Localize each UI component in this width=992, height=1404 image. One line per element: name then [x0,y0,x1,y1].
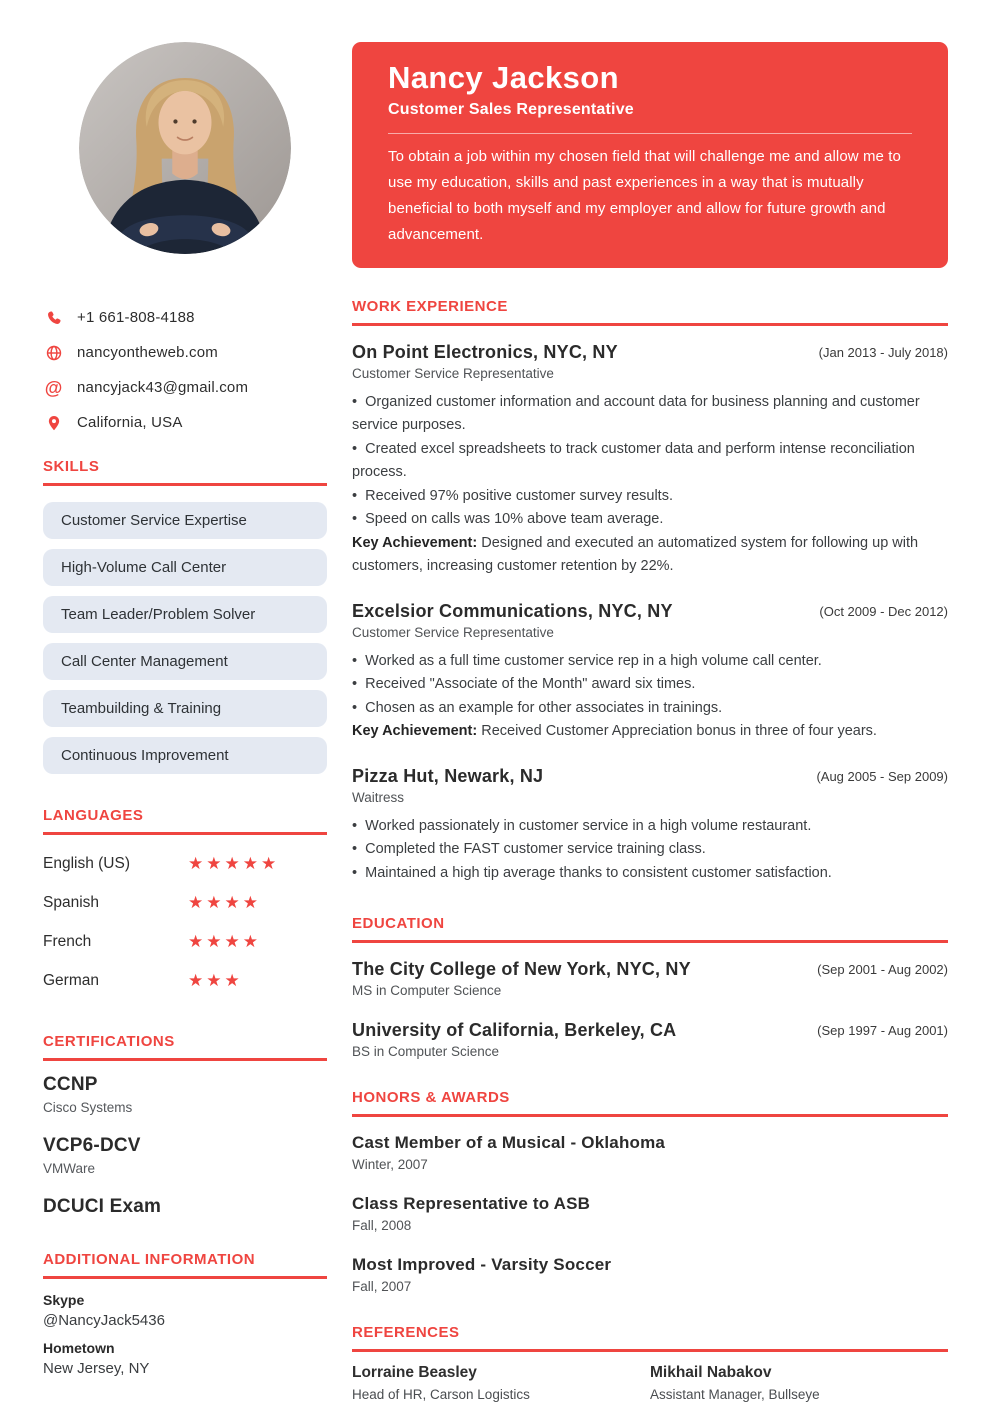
references-list [352,1364,948,1402]
job-role: Customer Service Representative [352,365,554,381]
skills-heading: SKILLS [43,458,100,475]
language-name: German [43,971,99,989]
language-row [43,844,327,883]
section-rule [43,1276,327,1279]
certification-item [43,1074,327,1115]
phone-number: +1 661-808-4188 [77,309,195,326]
honor-title: Cast Member of a Musical - Oklahoma [352,1133,666,1153]
section-rule [43,483,327,486]
certification-name: CCNP [43,1074,98,1095]
job-dates: (Jan 2013 - July 2018) [818,344,948,360]
skills-section [43,458,327,774]
certification-item [43,1196,327,1218]
contact-email [43,370,327,405]
job-header [352,766,948,787]
location-text: California, USA [77,414,183,431]
job-bullet: • Received "Associate of the Month" award six times. [352,673,948,697]
job-bullet: • Speed on calls was 10% above team average. [352,508,948,532]
additional-info-label: Skype [43,1292,85,1308]
job-entry [352,342,948,579]
job-header [352,342,948,363]
phone-icon [43,309,64,327]
honor-date: Fall, 2008 [352,1218,412,1234]
email-address: nancyjack43@gmail.com [77,379,249,396]
key-achievement [352,532,948,579]
language-star-rating: ★★★★ [188,892,261,912]
objective-text: To obtain a job within my chosen field that will challenge me and allow me to use my education, skills and past experiences in a way that is mutually beneficial to both myself and my employer and allow for future growth and advancement. [388,147,901,243]
job-company: Pizza Hut, Newark, NJ [352,765,544,786]
profile-photo [79,42,291,254]
references-heading: REFERENCES [352,1324,460,1342]
section-rule [352,1349,948,1352]
education-degree: BS in Computer Science [352,1044,500,1060]
honor-entry [352,1255,948,1294]
job-bullet: • Organized customer information and account data for business planning and customer service purposes. [352,391,948,438]
candidate-name: Nancy Jackson [388,60,619,95]
job-bullet: • Received 97% positive customer survey results. [352,485,948,509]
honor-entry [352,1133,948,1172]
honors-list [352,1133,948,1294]
honor-title: Class Representative to ASB [352,1194,591,1214]
reference-name: Lorraine Beasley [352,1364,477,1382]
candidate-title: Customer Sales Representative [388,100,634,118]
contact-location [43,405,327,440]
header-divider [388,133,912,134]
skill-pill: High-Volume Call Center [43,549,327,586]
education-header [352,959,948,980]
job-bullet: • Worked as a full time customer service rep in a high volume call center. [352,650,948,674]
language-row [43,883,327,922]
job-entry [352,601,948,744]
language-row [43,961,327,1000]
honors-awards-section [352,1089,948,1294]
job-bullet-list [352,815,948,886]
job-header [352,601,948,622]
certification-name: VCP6-DCV [43,1135,141,1156]
at-icon: @ [44,377,63,398]
skill-pill: Customer Service Expertise [43,502,327,539]
job-bullet-list [352,650,948,721]
certification-item [43,1135,327,1176]
section-rule [43,1058,327,1061]
key-achievement-label: Key Achievement: [352,723,478,740]
certification-issuer: VMWare [43,1161,96,1176]
job-bullet: • Completed the FAST customer service training class. [352,838,948,862]
job-company: On Point Electronics, NYC, NY [352,341,618,362]
references-section [352,1324,948,1402]
skill-pill: Continuous Improvement [43,737,327,774]
education-dates: (Sep 2001 - Aug 2002) [817,962,948,978]
skill-pill: Team Leader/Problem Solver [43,596,327,633]
job-bullet-list [352,391,948,532]
additional-info-item [43,1340,327,1377]
education-section [352,915,948,1059]
job-entry [352,766,948,886]
section-rule [352,323,948,326]
work-experience-heading: WORK EXPERIENCE [352,297,508,315]
certifications-list [43,1074,327,1218]
skill-pill: Teambuilding & Training [43,690,327,727]
job-bullet: • Created excel spreadsheets to track customer data and perform intense reconciliation process. [352,438,948,485]
honor-entry [352,1194,948,1233]
language-name: French [43,932,92,950]
contact-website [43,335,327,370]
education-entry [352,1020,948,1059]
portrait-illustration [79,42,291,254]
job-role: Customer Service Representative [352,624,554,640]
language-star-rating: ★★★ [188,970,243,990]
skills-list [43,502,327,774]
education-list [352,959,948,1059]
certifications-heading: CERTIFICATIONS [43,1033,175,1050]
job-bullet: • Maintained a high tip average thanks to consistent customer satisfaction. [352,862,948,886]
honors-awards-heading: HONORS & AWARDS [352,1089,510,1107]
education-entry [352,959,948,998]
contact-list [43,300,327,440]
work-experience-section [352,298,948,886]
section-rule [43,832,327,835]
website-url: nancyontheweb.com [77,344,218,361]
additional-info-item [43,1292,327,1329]
job-bullet: • Chosen as an example for other associates in trainings. [352,697,948,721]
additional-info-value: @NancyJack5436 [43,1312,165,1329]
job-role: Waitress [352,789,405,805]
languages-heading: LANGUAGES [43,807,144,824]
key-achievement-text: Received Customer Appreciation bonus in three of four years. [481,723,877,740]
globe-icon [43,344,64,362]
language-star-rating: ★★★★ [188,931,261,951]
honor-date: Winter, 2007 [352,1157,428,1173]
additional-info-heading: ADDITIONAL INFORMATION [43,1251,256,1268]
language-name: English (US) [43,854,130,872]
certification-name: DCUCI Exam [43,1196,162,1217]
additional-info-section [43,1251,327,1377]
header-card [352,42,948,268]
language-star-rating: ★★★★★ [188,853,280,873]
education-dates: (Sep 1997 - Aug 2001) [817,1023,948,1039]
key-achievement-text: Designed and executed an automatized system for following up with customers, increasing customer retention by 22%. [352,534,919,575]
language-name: Spanish [43,893,100,911]
additional-info-list [43,1292,327,1377]
certification-issuer: Cisco Systems [43,1100,133,1115]
education-heading: EDUCATION [352,915,445,933]
section-rule [352,1114,948,1117]
location-icon [43,414,64,432]
education-school: University of California, Berkeley, CA [352,1020,677,1041]
key-achievement [352,720,948,744]
languages-list [43,844,327,1000]
skill-pill: Call Center Management [43,643,327,680]
reference-role: Assistant Manager, Bullseye [650,1387,820,1403]
key-achievement-label: Key Achievement: [352,534,478,551]
main-column [352,0,948,1402]
job-company: Excelsior Communications, NYC, NY [352,600,673,621]
languages-section [43,807,327,1000]
contact-phone [43,300,327,335]
reference-name: Mikhail Nabakov [650,1364,772,1382]
section-rule [352,940,948,943]
job-dates: (Aug 2005 - Sep 2009) [816,768,948,784]
honor-date: Fall, 2007 [352,1279,412,1295]
honor-title: Most Improved - Varsity Soccer [352,1255,612,1275]
education-degree: MS in Computer Science [352,983,502,999]
job-bullet: • Worked passionately in customer service in a high volume restaurant. [352,815,948,839]
job-list [352,342,948,886]
reference-entry [352,1364,650,1402]
additional-info-value: New Jersey, NY [43,1360,150,1377]
language-row [43,922,327,961]
sidebar [43,0,327,1388]
reference-entry [650,1364,948,1402]
education-header [352,1020,948,1041]
additional-info-label: Hometown [43,1340,115,1356]
reference-role: Head of HR, Carson Logistics [352,1387,530,1403]
job-dates: (Oct 2009 - Dec 2012) [819,603,948,619]
certifications-section [43,1033,327,1218]
education-school: The City College of New York, NYC, NY [352,959,691,980]
